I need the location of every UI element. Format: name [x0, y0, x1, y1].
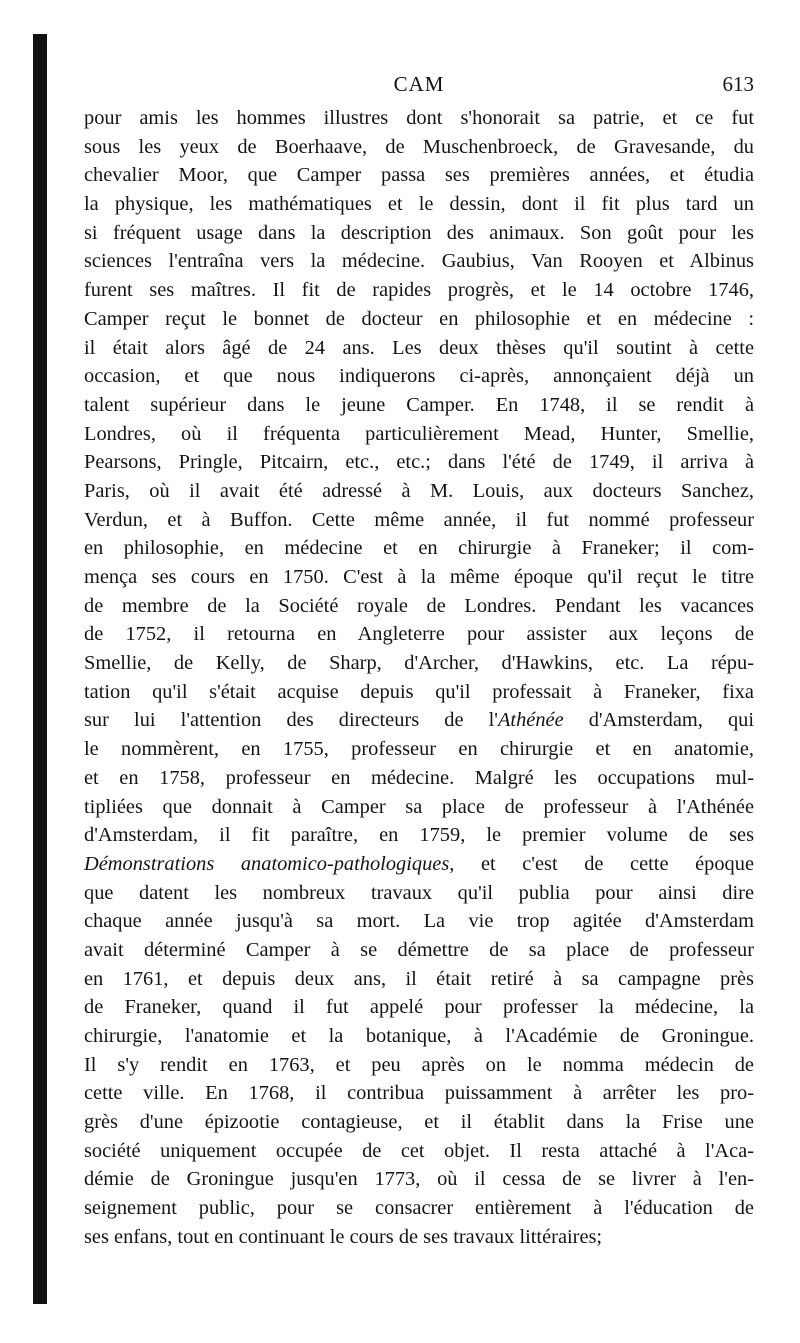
- running-title: CAM: [393, 72, 445, 96]
- text-line: en 1761, et depuis deux ans, il était retiré à sa campagne près: [84, 967, 754, 990]
- text-line: cette ville. En 1768, il contribua puissamment à arrêter les pro-: [84, 1082, 754, 1105]
- text-line: Il s'y rendit en 1763, et peu après on le nomma médecin de: [84, 1053, 754, 1076]
- text-line: occasion, et que nous indiquerons ci-après, annonçaient déjà un: [84, 365, 754, 388]
- text-line: pour amis les hommes illustres dont s'honorait sa patrie, et ce fut: [84, 107, 754, 129]
- text-line: d'Amsterdam, il fit paraître, en 1759, le premier volume de ses: [84, 824, 754, 847]
- text-line: société uniquement occupée de cet objet. Il resta attaché à l'Aca-: [84, 1139, 754, 1162]
- page-number: 613: [722, 72, 754, 96]
- text-line: Londres, où il fréquenta particulièrement Mead, Hunter, Smellie,: [84, 422, 754, 445]
- binding-edge: [33, 34, 47, 1304]
- text-line: si fréquent usage dans la description des animaux. Son goût pour les: [84, 221, 754, 244]
- text-line: chirurgie, l'anatomie et la botanique, à l'Académie de Groningue.: [84, 1025, 754, 1047]
- text-line: seignement public, pour se consacrer entièrement à l'éducation de: [84, 1197, 754, 1220]
- text-line: démie de Groningue jusqu'en 1773, où il cessa de se livrer à l'en-: [84, 1168, 754, 1191]
- text-line: mença ses cours en 1750. C'est à la même époque qu'il reçut le titre: [84, 566, 754, 588]
- text-line: le nommèrent, en 1755, professeur en chirurgie et en anatomie,: [84, 738, 754, 761]
- text-line: sciences l'entraîna vers la médecine. Gaubius, Van Rooyen et Albinus: [84, 250, 754, 273]
- text-line: furent ses maîtres. Il fit de rapides progrès, et le 14 octobre 1746,: [84, 279, 754, 302]
- text-line: tipliées que donnait à Camper sa place de professeur à l'Athénée: [84, 795, 754, 818]
- text-line: grès d'une épizootie contagieuse, et il établit dans la Frise une: [84, 1111, 754, 1134]
- text-line: ses enfans, tout en continuant le cours de ses travaux littéraires;: [84, 1225, 603, 1248]
- running-head: [84, 70, 754, 102]
- text-line: sous les yeux de Boerhaave, de Muschenbroeck, de Gravesande, du: [84, 135, 754, 158]
- text-line: en philosophie, en médecine et en chirurgie à Franeker; il com-: [84, 537, 754, 560]
- text-line: Smellie, de Kelly, de Sharp, d'Archer, d'Hawkins, etc. La répu-: [84, 652, 754, 675]
- text-line: Démonstrations anatomico-pathologiques, et c'est de cette époque: [84, 852, 754, 875]
- text-line: chevalier Moor, que Camper passa ses premières années, et étudia: [84, 164, 754, 187]
- text-line: Paris, où il avait été adressé à M. Louis, aux docteurs Sanchez,: [84, 479, 754, 502]
- text-line: Pearsons, Pringle, Pitcairn, etc., etc.; dans l'été de 1749, il arriva à: [84, 451, 754, 474]
- body-text: [84, 104, 754, 1252]
- book-page: [84, 70, 754, 1252]
- text-line: de Franeker, quand il fut appelé pour professer la médecine, la: [84, 996, 754, 1019]
- text-line: il était alors âgé de 24 ans. Les deux thèses qu'il soutint à cette: [84, 336, 754, 359]
- text-line: chaque année jusqu'à sa mort. La vie trop agitée d'Amsterdam: [84, 910, 754, 933]
- text-line: Camper reçut le bonnet de docteur en philosophie et en médecine :: [84, 307, 754, 330]
- text-line: et en 1758, professeur en médecine. Malgré les occupations mul-: [84, 766, 754, 789]
- text-line: sur lui l'attention des directeurs de l'Athénée d'Amsterdam, qui: [84, 709, 754, 732]
- text-line: Verdun, et à Buffon. Cette même année, il fut nommé professeur: [84, 508, 754, 531]
- text-line: talent supérieur dans le jeune Camper. En 1748, il se rendit à: [84, 393, 754, 416]
- text-line: de 1752, il retourna en Angleterre pour assister aux leçons de: [84, 623, 754, 646]
- text-line: avait déterminé Camper à se démettre de sa place de professeur: [84, 938, 754, 961]
- text-line: tation qu'il s'était acquise depuis qu'il professait à Franeker, fixa: [84, 680, 754, 703]
- text-line: de membre de la Société royale de Londres. Pendant les vacances: [84, 594, 754, 617]
- text-line: que datent les nombreux travaux qu'il publia pour ainsi dire: [84, 881, 754, 904]
- text-line: la physique, les mathématiques et le dessin, dont il fit plus tard un: [84, 193, 754, 216]
